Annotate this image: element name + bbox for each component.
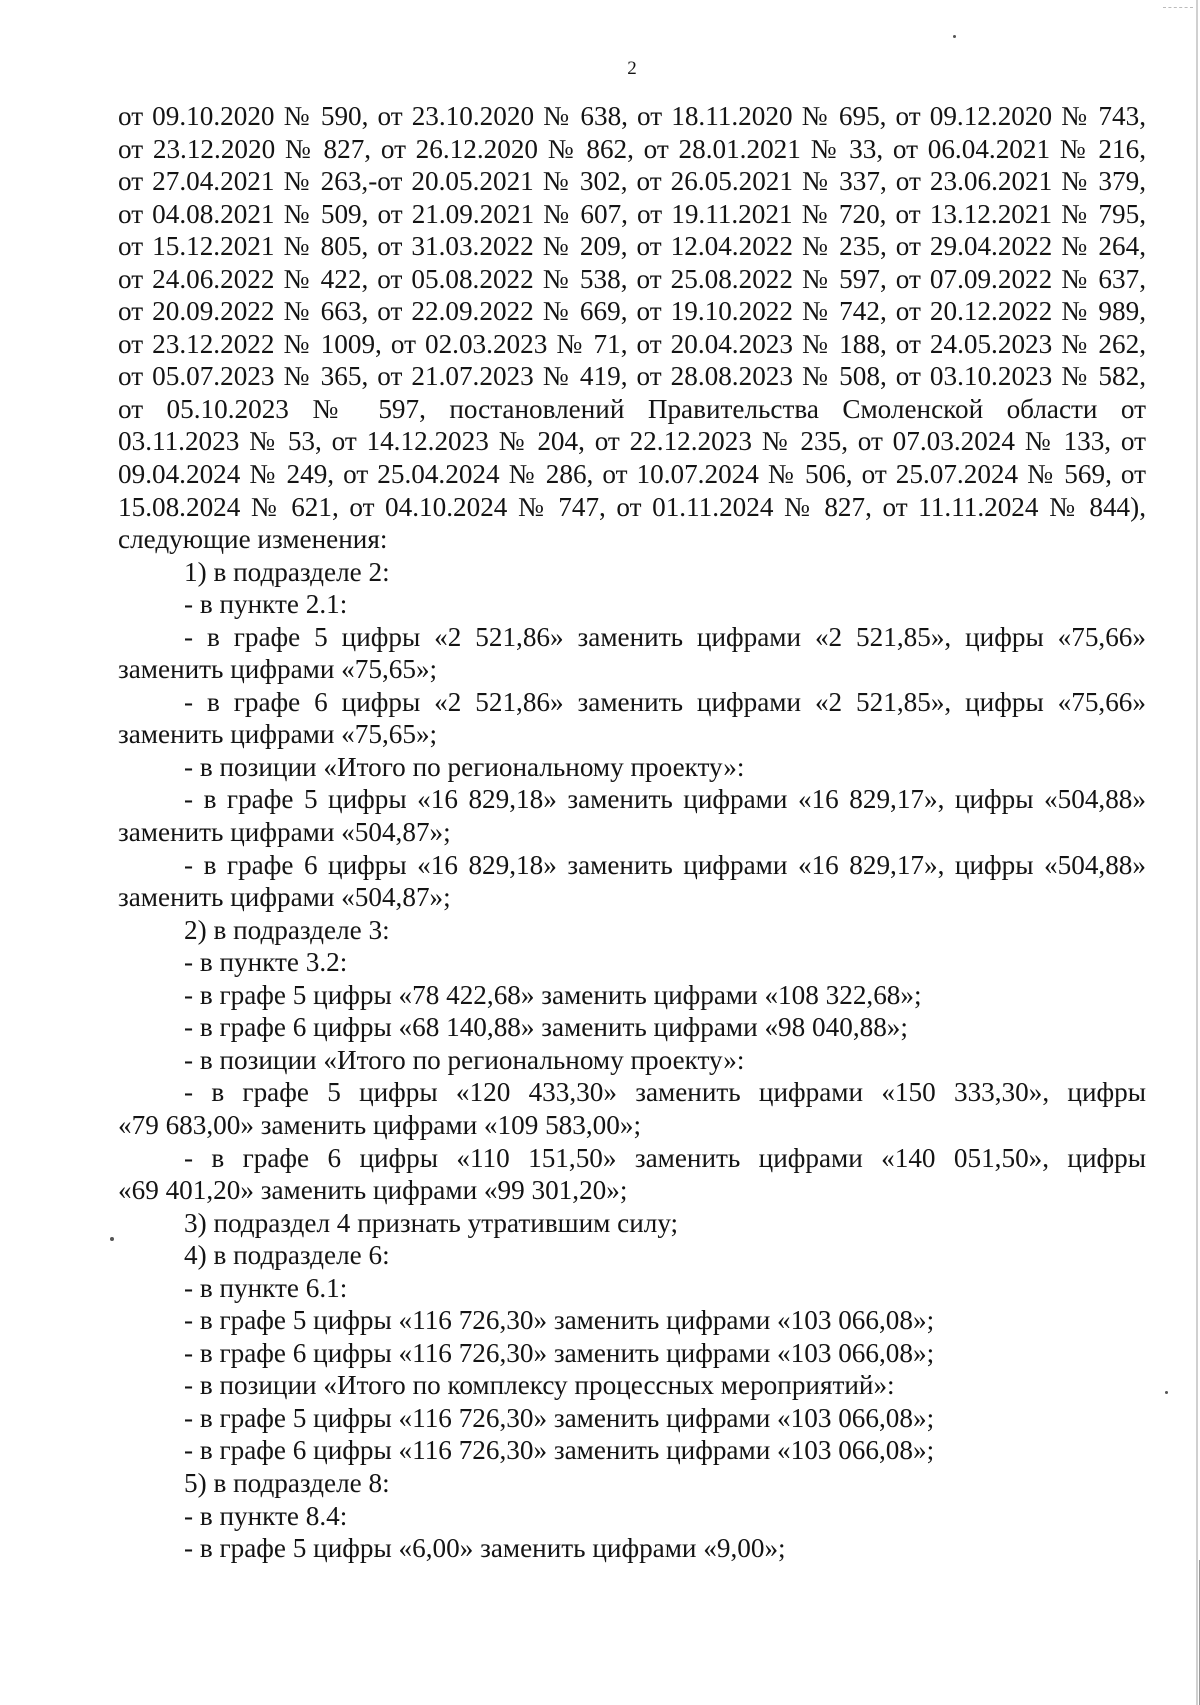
text-line: - в графе 5 цифры «120 433,30» заменить цифрами «150 333,30», цифры [184,1077,1146,1108]
scan-dot [1165,1391,1168,1394]
text-line: от 05.10.2023 № 597, постановлений Правительства Смоленской области от [118,393,1146,424]
text-line: - в пункте 8.4: [184,1500,348,1531]
text-line: - в графе 5 цифры «6,00» заменить цифрами «9,00»; [184,1533,786,1564]
text-line: - в графе 6 цифры «116 726,30» заменить цифрами «103 066,08»; [184,1337,935,1368]
text-line: - в графе 6 цифры «2 521,86» заменить цифрами «2 521,85», цифры «75,66» [184,686,1146,717]
text-line: - в позиции «Итого по комплексу процессных мероприятий»: [184,1370,895,1401]
text-line: - в пункте 2.1: [184,589,348,620]
text-line: от 15.12.2021 № 805, от 31.03.2022 № 209, от 12.04.2022 № 235, от 29.04.2022 № 264, [118,231,1146,262]
text-line: 1) в подразделе 2: [184,556,390,587]
text-line: - в графе 6 цифры «110 151,50» заменить цифрами «140 051,50», цифры [184,1142,1146,1173]
text-line: 3) подраздел 4 признать утратившим силу; [184,1207,679,1238]
text-line: от 23.12.2022 № 1009, от 02.03.2023 № 71, от 20.04.2023 № 188, от 24.05.2023 № 262, [118,328,1146,359]
text-line: «79 683,00» заменить цифрами «109 583,00»; [118,1109,642,1140]
scan-edge-line [1196,0,1198,1705]
text-line: 5) в подразделе 8: [184,1467,390,1498]
text-line: заменить цифрами «75,65»; [118,719,438,750]
text-line: заменить цифрами «504,87»; [118,817,451,848]
text-line: от 20.09.2022 № 663, от 22.09.2022 № 669, от 19.10.2022 № 742, от 20.12.2022 № 989, [118,296,1146,327]
body-text [118,100,1146,1565]
text-line: - в графе 5 цифры «2 521,86» заменить цифрами «2 521,85», цифры «75,66» [184,621,1146,652]
text-line: 15.08.2024 № 621, от 04.10.2024 № 747, от 01.11.2024 № 827, от 11.11.2024 № 844), [118,491,1146,522]
text-line: - в позиции «Итого по региональному проекту»: [184,751,745,782]
text-line: от 23.12.2020 № 827, от 26.12.2020 № 862, от 28.01.2021 № 33, от 06.04.2021 № 216, [118,133,1146,164]
text-line: заменить цифрами «504,87»; [118,882,451,913]
text-line: 09.04.2024 № 249, от 25.04.2024 № 286, от 10.07.2024 № 506, от 25.07.2024 № 569, от [118,459,1146,490]
page-number: 2 [627,58,637,79]
text-line: 4) в подразделе 6: [184,1240,390,1271]
text-line: - в графе 6 цифры «116 726,30» заменить цифрами «103 066,08»; [184,1435,935,1466]
text-line: от 05.07.2023 № 365, от 21.07.2023 № 419, от 28.08.2023 № 508, от 03.10.2023 № 582, [118,361,1146,392]
text-line: - в графе 5 цифры «116 726,30» заменить цифрами «103 066,08»; [184,1402,935,1433]
corner-mark [1163,7,1193,10]
text-line: заменить цифрами «75,65»; [118,654,438,685]
text-line: - в графе 5 цифры «78 422,68» заменить цифрами «108 322,68»; [184,979,922,1010]
text-line: от 24.06.2022 № 422, от 05.08.2022 № 538, от 25.08.2022 № 597, от 07.09.2022 № 637, [118,263,1146,294]
text-line: - в графе 5 цифры «116 726,30» заменить цифрами «103 066,08»; [184,1305,935,1336]
scan-dot [953,35,956,38]
text-line: - в пункте 3.2: [184,947,348,978]
text-line: 2) в подразделе 3: [184,914,390,945]
text-line: - в графе 6 цифры «68 140,88» заменить цифрами «98 040,88»; [184,1012,908,1043]
text-line: «69 401,20» заменить цифрами «99 301,20»; [118,1175,628,1206]
text-line: - в графе 5 цифры «16 829,18» заменить цифрами «16 829,17», цифры «504,88» [184,784,1146,815]
scan-dot [110,1237,114,1241]
text-line: от 09.10.2020 № 590, от 23.10.2020 № 638, от 18.11.2020 № 695, от 09.12.2020 № 743, [118,101,1146,131]
text-line: от 27.04.2021 № 263,-от 20.05.2021 № 302, от 26.05.2021 № 337, от 23.06.2021 № 379, [118,166,1146,197]
text-line: следующие изменения: [118,524,388,555]
text-line: - в позиции «Итого по региональному проекту»: [184,1044,745,1075]
text-line: 03.11.2023 № 53, от 14.12.2023 № 204, от 22.12.2023 № 235, от 07.03.2024 № 133, от [118,426,1146,457]
text-line: - в графе 6 цифры «16 829,18» заменить цифрами «16 829,17», цифры «504,88» [184,849,1146,880]
text-line: от 04.08.2021 № 509, от 21.09.2021 № 607, от 19.11.2021 № 720, от 13.12.2021 № 795, [118,198,1146,229]
text-line: - в пункте 6.1: [184,1272,348,1303]
